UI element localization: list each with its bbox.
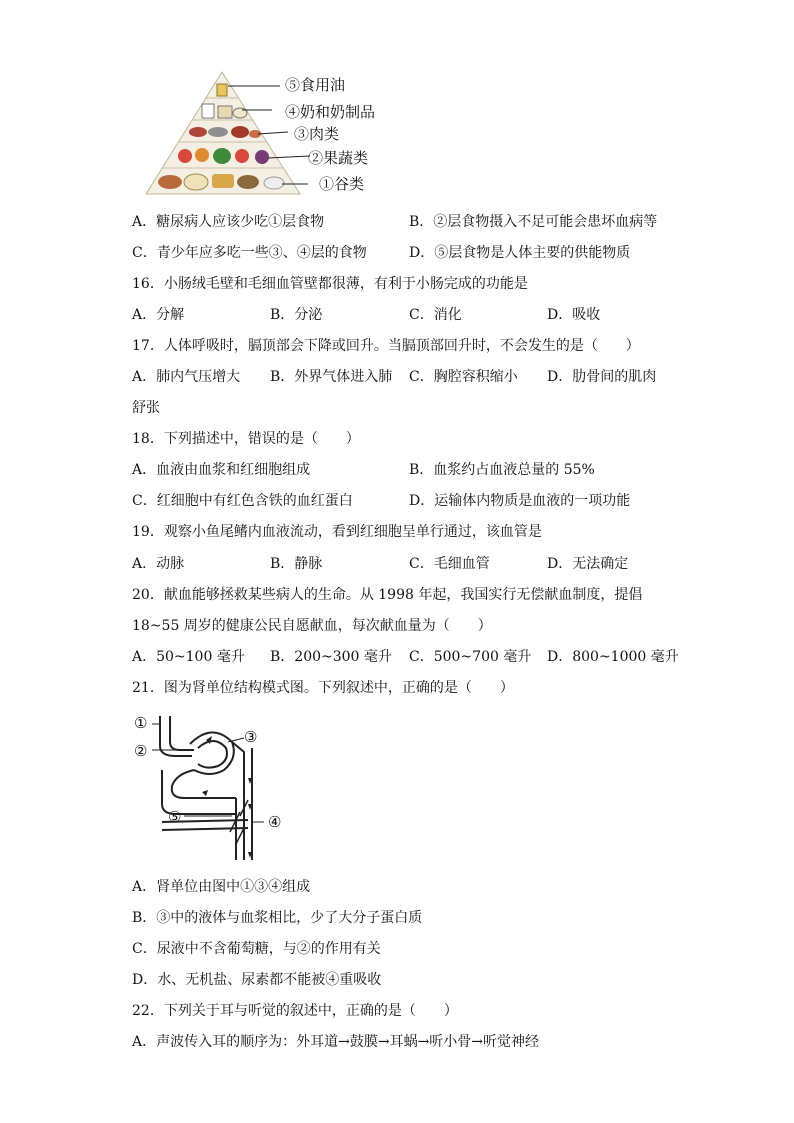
q18-stem: 18．下列描述中，错误的是（ ） [132,431,360,447]
q20-option-d[interactable]: D．800~1000 毫升 [547,649,679,665]
q21-option-d[interactable]: D．水、无机盐、尿素都不能被④重吸收 [132,972,382,988]
q15-option-d[interactable]: D．⑤层食物是人体主要的供能物质 [409,245,631,261]
q18-option-c[interactable]: C．红细胞中有红色含铁的血红蛋白 [132,493,353,509]
q19-option-b[interactable]: B．静脉 [270,556,323,572]
q15-option-b[interactable]: B．②层食物摄入不足可能会患坏血病等 [409,214,658,230]
nephron-label-3: ③ [244,728,258,746]
q19-option-c[interactable]: C．毛细血管 [409,556,490,572]
nephron-diagram [132,712,302,864]
q18-option-b[interactable]: B．血浆约占血液总量的 55% [409,462,595,478]
q19-option-d[interactable]: D．无法确定 [547,556,629,572]
q15-option-a[interactable]: A．糖尿病人应该少吃①层食物 [132,214,325,230]
q16-option-c[interactable]: C．消化 [409,307,462,323]
food-pyramid-figure [140,68,400,198]
nephron-label-4: ④ [268,813,282,831]
q17-option-c[interactable]: C．胸腔容积缩小 [409,369,518,385]
q21-option-a[interactable]: A．肾单位由图中①③④组成 [132,879,311,895]
q20-option-a[interactable]: A．50~100 毫升 [132,649,245,665]
q16-option-a[interactable]: A．分解 [132,307,185,323]
q19-stem: 19．观察小鱼尾鳍内血液流动，看到红细胞呈单行通过，该血管是 [132,524,542,540]
q16-option-d[interactable]: D．吸收 [547,307,601,323]
q17-option-d[interactable]: D．肋骨间的肌肉 [547,369,657,385]
q21-option-c[interactable]: C．尿液中不含葡萄糖，与②的作用有关 [132,941,381,957]
pyramid-label-4: ④奶和奶制品 [285,103,376,121]
q18-option-a[interactable]: A．血液由血浆和红细胞组成 [132,462,311,478]
q16-option-b[interactable]: B．分泌 [270,307,323,323]
q17-option-a[interactable]: A．肺内气压增大 [132,369,241,385]
pyramid-label-3: ③肉类 [294,125,340,143]
q16-stem: 16．小肠绒毛壁和毛细血管壁都很薄，有利于小肠完成的功能是 [132,276,528,292]
q20-option-b[interactable]: B．200~300 毫升 [270,649,392,665]
nephron-label-2: ② [134,742,148,760]
nephron-label-1: ① [134,714,148,732]
pyramid-label-2: ②果蔬类 [308,149,369,167]
q20-stem: 20．献血能够拯救某些病人的生命。从 1998 年起，我国实行无偿献血制度，提倡 [132,587,643,603]
q19-option-a[interactable]: A．动脉 [132,556,185,572]
q20-stem-continuation: 18~55 周岁的健康公民自愿献血，每次献血量为（ ） [132,618,492,634]
q17-option-d-continuation: 舒张 [132,400,160,416]
q18-option-d[interactable]: D．运输体内物质是血液的一项功能 [409,493,631,509]
pyramid-label-5: ⑤食用油 [285,76,346,94]
q22-stem: 22．下列关于耳与听觉的叙述中，正确的是（ ） [132,1003,458,1019]
pyramid-label-1: ①谷类 [319,175,365,193]
nephron-label-5: ⑤ [168,808,182,826]
q17-option-b[interactable]: B．外界气体进入肺 [270,369,393,385]
q21-stem: 21．图为肾单位结构模式图。下列叙述中，正确的是（ ） [132,680,514,696]
q21-option-b[interactable]: B．③中的液体与血浆相比，少了大分子蛋白质 [132,910,423,926]
q22-option-a[interactable]: A．声波传入耳的顺序为：外耳道→鼓膜→耳蜗→听小骨→听觉神经 [132,1034,540,1050]
nephron-structure [132,712,302,864]
q17-stem: 17．人体呼吸时，膈顶部会下降或回升。当膈顶部回升时，不会发生的是（ ） [132,338,640,354]
q15-option-c[interactable]: C．青少年应多吃一些③、④层的食物 [132,245,367,261]
q20-option-c[interactable]: C．500~700 毫升 [409,649,532,665]
